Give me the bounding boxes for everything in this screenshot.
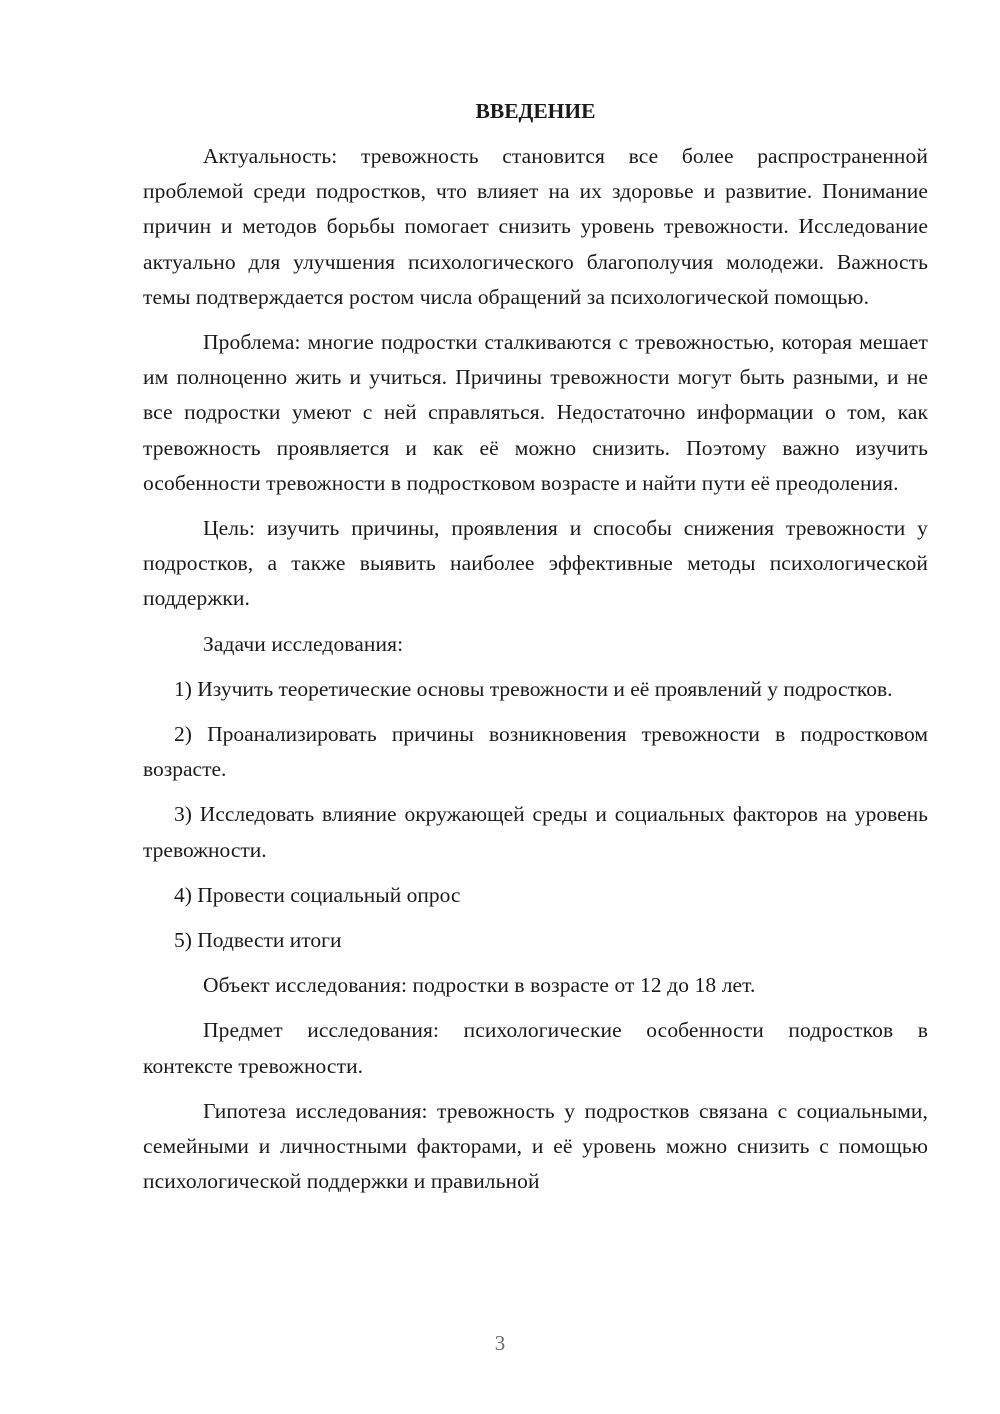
document-page	[143, 94, 928, 1209]
task-item-3: 3) Исследовать влияние окружающей среды и социальных факторов на уровень тревожности.	[143, 802, 928, 862]
paragraph-relevance: Актуальность: тревожность становится все более распространенной проблемой среди подростков, что влияет на их здоровье и развитие. Понимание причин и методов борьбы помогает снизить уровень тревожности. Исследование актуально для улучшения психологического благополучия молодежи. Важность темы подтверждается ростом числа обращений за психологической помощью.	[143, 144, 928, 309]
task-item-2: 2) Проанализировать причины возникновения тревожности в подростковом возрасте.	[143, 722, 928, 782]
page-title: ВВЕДЕНИЕ	[475, 99, 596, 123]
paragraph-hypothesis: Гипотеза исследования: тревожность у подростков связана с социальными, семейными и личностными факторами, и её уровень можно снизить с помощью психологической поддержки и правильной	[143, 1098, 928, 1194]
task-item-5: 5) Подвести итоги	[174, 928, 342, 953]
task-item-4: 4) Провести социальный опрос	[174, 882, 461, 907]
paragraph-subject: Предмет исследования: психологические особенности подростков в контексте тревожности.	[143, 1018, 928, 1078]
paragraph-object: Объект исследования: подростки в возрасте от 12 до 18 лет.	[203, 973, 756, 998]
paragraph-goal: Цель: изучить причины, проявления и способы снижения тревожности у подростков, а также выявить наиболее эффективные методы психологической поддержки.	[143, 516, 928, 611]
tasks-heading: Задачи исследования:	[203, 631, 404, 656]
paragraph-problem: Проблема: многие подростки сталкиваются с тревожностью, которая мешает им полноценно жить и учиться. Причины тревожности могут быть разными, и не все подростки умеют с ней справляться. Недостаточно информации о том, как тревожность проявляется и как её можно снизить. Поэтому важно изучить особенности тревожности в подростковом возрасте и найти пути её преодоления.	[143, 330, 928, 495]
page-number: 3	[494, 1331, 506, 1355]
task-item-1: 1) Изучить теоретические основы тревожности и её проявлений у подростков.	[174, 676, 893, 701]
